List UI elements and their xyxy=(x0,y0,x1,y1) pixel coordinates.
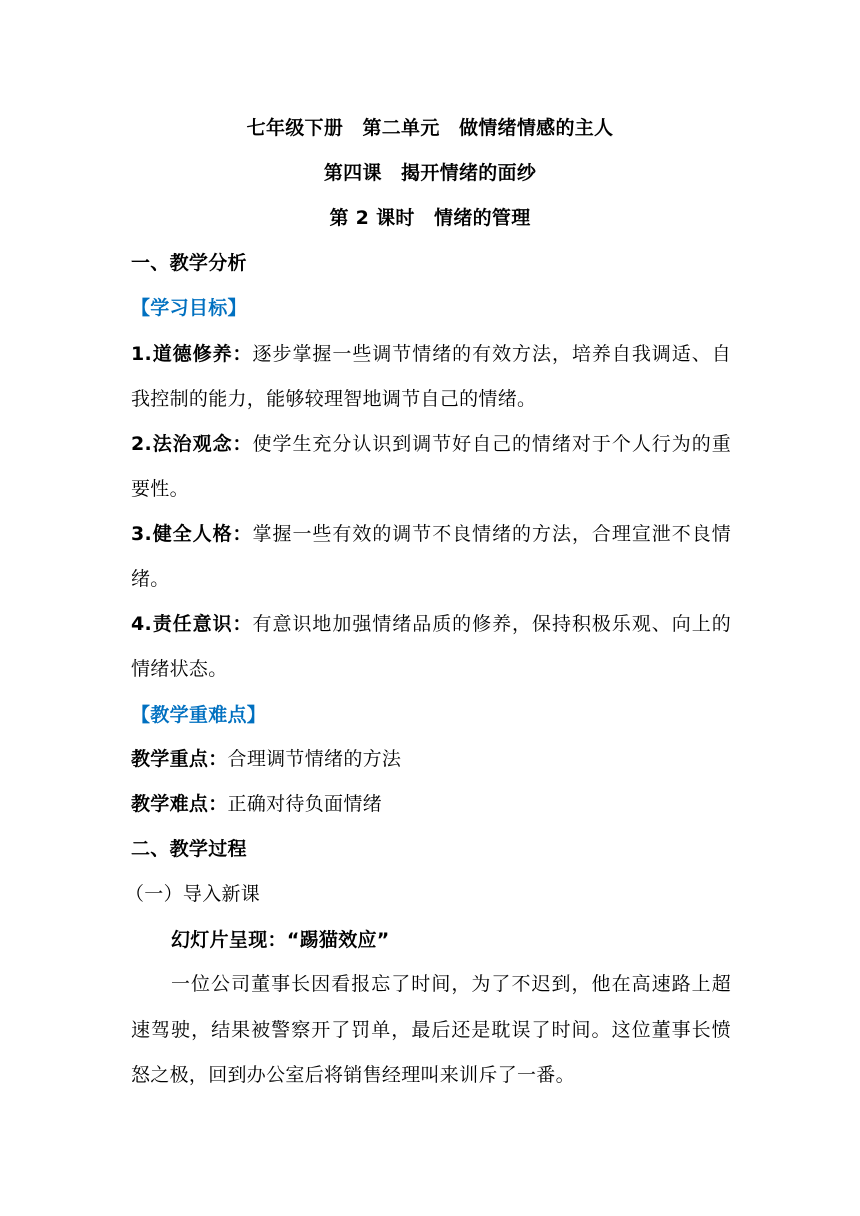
teaching-focus-label: 教学重点： xyxy=(131,748,228,770)
objective-3-line-1 xyxy=(131,522,731,546)
title-lesson: 第四课 揭开情绪的面纱 xyxy=(323,162,537,184)
objective-2-line-2: 要性。 xyxy=(131,478,189,500)
teaching-focus xyxy=(131,747,731,771)
slide-title: “踢猫效应” xyxy=(286,929,390,951)
objective-3-line-2: 绪。 xyxy=(131,568,170,590)
objectives-title: 【学习目标】 xyxy=(131,297,247,319)
slide-line xyxy=(171,928,731,952)
section-heading-process: 二、教学过程 xyxy=(131,838,247,860)
section-heading-analysis: 一、教学分析 xyxy=(131,252,247,274)
story-line-3: 怒之极，回到办公室后将销售经理叫来训斥了一番。 xyxy=(131,1064,575,1086)
slide-label: 幻灯片呈现： xyxy=(171,929,287,951)
objective-1-line-2: 我控制的能力，能够较理智地调节自己的情绪。 xyxy=(131,388,537,410)
objective-2-text-1: 使学生充分认识到调节好自己的情绪对于个人行为的重 xyxy=(252,433,731,455)
objective-4-line-1 xyxy=(131,612,731,636)
subsection-intro: （一）导入新课 xyxy=(125,883,261,905)
title-unit: 七年级下册 第二单元 做情绪情感的主人 xyxy=(246,117,614,139)
objective-2-label: 2.法治观念： xyxy=(131,433,253,455)
objective-4-text-1: 有意识地加强情绪品质的修养，保持积极乐观、向上的 xyxy=(252,613,731,635)
objective-4-line-2: 情绪状态。 xyxy=(131,658,228,680)
teaching-difficulty-text: 正确对待负面情绪 xyxy=(227,793,382,815)
title-period: 第 2 课时 情绪的管理 xyxy=(329,207,531,229)
teaching-difficulty-label: 教学难点： xyxy=(131,793,228,815)
objective-1-line-1 xyxy=(131,342,731,366)
objective-2-line-1 xyxy=(131,432,731,456)
keypoints-title: 【教学重难点】 xyxy=(131,704,267,726)
objective-3-label: 3.健全人格： xyxy=(131,523,253,545)
story-line-2: 速驾驶，结果被警察开了罚单，最后还是耽误了时间。这位董事长愤 xyxy=(131,1019,731,1041)
story-line-1: 一位公司董事长因看报忘了时间，为了不迟到，他在高速路上超 xyxy=(171,973,731,995)
objective-1-label: 1.道德修养： xyxy=(131,343,253,365)
objective-1-text-1: 逐步掌握一些调节情绪的有效方法，培养自我调适、自 xyxy=(252,343,731,365)
objective-4-label: 4.责任意识： xyxy=(131,613,253,635)
objective-3-text-1: 掌握一些有效的调节不良情绪的方法，合理宣泄不良情 xyxy=(252,523,731,545)
teaching-focus-text: 合理调节情绪的方法 xyxy=(227,748,402,770)
teaching-difficulty xyxy=(131,792,731,816)
